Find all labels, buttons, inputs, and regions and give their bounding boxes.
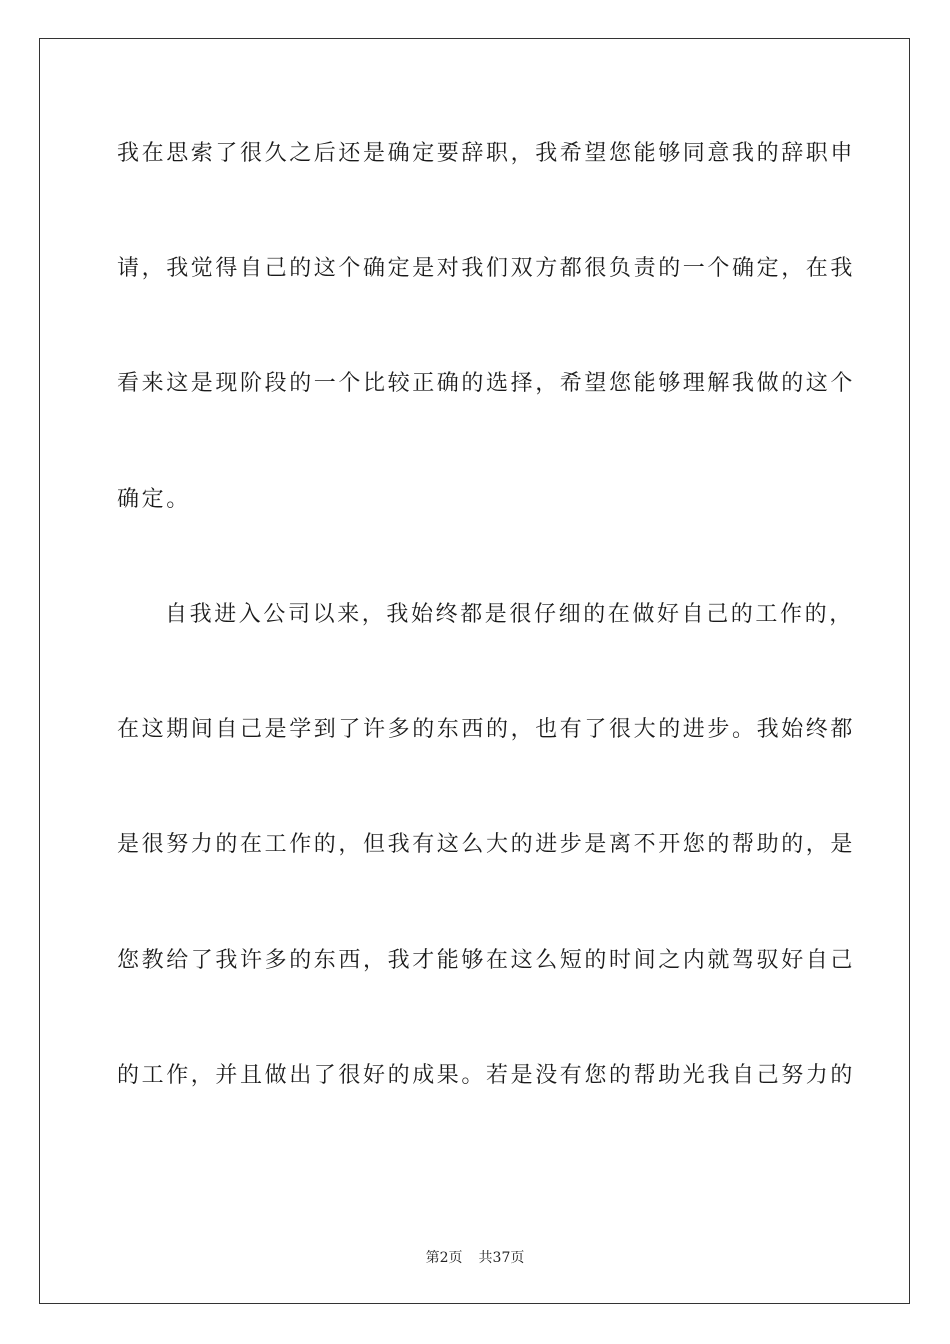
paragraph-1-line-3: 看来这是现阶段的一个比较正确的选择，希望您能够理解我做的这个 bbox=[117, 371, 856, 397]
paragraph-2-line-4: 您教给了我许多的东西，我才能够在这么短的时间之内就驾驭好自己 bbox=[117, 947, 856, 973]
paragraph-1 bbox=[117, 96, 856, 557]
paragraph-2-line-2: 在这期间自己是学到了许多的东西的，也有了很大的进步。我始终都 bbox=[117, 717, 856, 743]
paragraph-1-line-4: 确定。 bbox=[117, 486, 191, 512]
page-footer bbox=[0, 1247, 950, 1267]
page-number: 第2页 bbox=[425, 1250, 463, 1266]
page-total: 共37页 bbox=[478, 1250, 525, 1266]
paragraph-2 bbox=[117, 557, 856, 1133]
paragraph-1-line-1: 我在思索了很久之后还是确定要辞职，我希望您能够同意我的辞职申 bbox=[117, 141, 856, 166]
paragraph-1-line-2: 请，我觉得自己的这个确定是对我们双方都很负责的一个确定，在我 bbox=[117, 256, 856, 282]
paragraph-2-line-5: 的工作，并且做出了很好的成果。若是没有您的帮助光我自己努力的 bbox=[117, 1062, 856, 1088]
paragraph-2-line-3: 是很努力的在工作的，但我有这么大的进步是离不开您的帮助的，是 bbox=[117, 832, 856, 858]
paragraph-2-line-1: 自我进入公司以来，我始终都是很仔细的在做好自己的工作的， bbox=[165, 602, 854, 627]
